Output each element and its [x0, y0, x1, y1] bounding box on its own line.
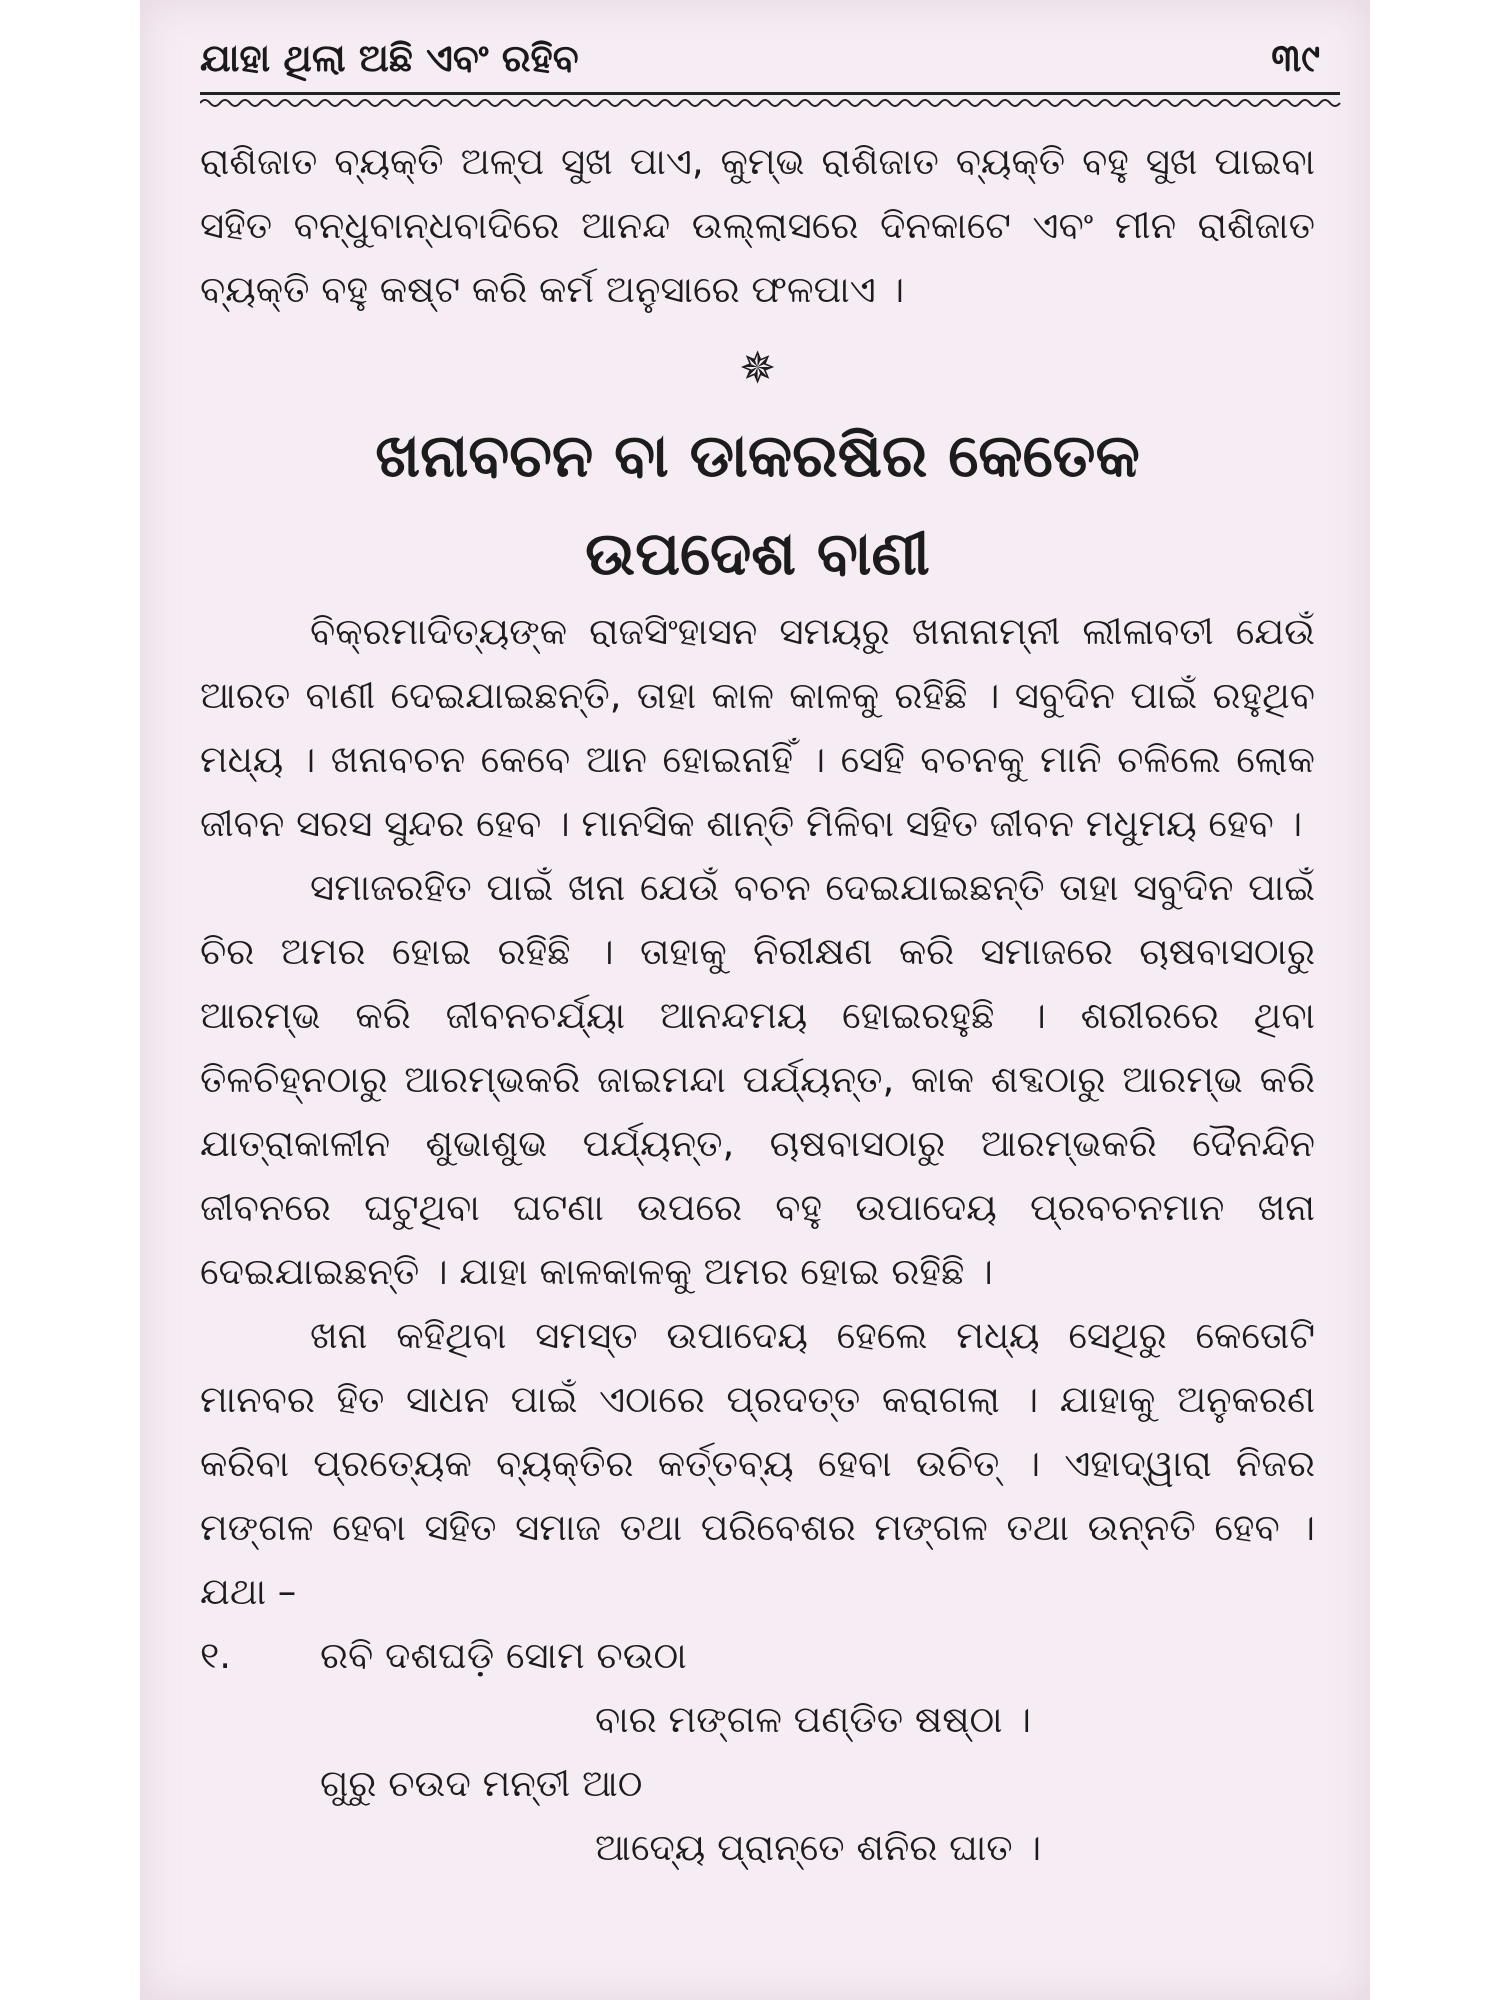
- verse-number: ୧.: [200, 1634, 232, 1677]
- intro-paragraph: ରାଶିଜାତ ବ୍ୟକ୍ତି ଅଳ୍ପ ସୁଖ ପାଏ, କୁମ୍ଭ ରାଶିଜାତ ବ୍ୟକ୍ତି ବହୁ ସୁଖ ପାଇବା ସହିତ ବନ୍ଧୁବାନ୍ଧବାଦିରେ ଆନନ୍ଦ ଉଲ୍ଲାସରେ ଦିନକାଟେ ଏବଂ ମୀନ ରାଶିଜାତ ବ୍ୟକ୍ତି ବହୁ କଷ୍ଟ କରି କର୍ମ ଅନୁସାରେ ଫଳପାଏ ।: [200, 140, 1315, 311]
- section-heading-line-1: ଖନାବଚନ ବା ଡାକରଷିର କେତେକ: [375, 421, 1140, 491]
- star-ornament-icon: ✵: [739, 343, 776, 394]
- wavy-rule-ornament: [200, 97, 1345, 109]
- verse-line-2: [200, 1688, 1315, 1752]
- running-title: ଯାହା ଥିଲା ଅଛି ଏବଂ ରହିବ: [200, 36, 579, 80]
- verse-text: ରବି ଦଶଘଡ଼ି ସୋମ ଚଉଠା: [320, 1634, 687, 1677]
- page-number: ୩୯: [1271, 36, 1320, 80]
- page-header: [200, 28, 1340, 88]
- body-paragraph-2: ସମାଜରହିତ ପାଇଁ ଖନା ଯେଉଁ ବଚନ ଦେଇଯାଇଛନ୍ତି ତାହା ସବୁଦିନ ପାଇଁ ଚିର ଅମର ହୋଇ ରହିଛି । ତାହାକୁ ନିରୀକ୍ଷଣ କରି ସମାଜରେ ଚାଷବାସଠାରୁ ଆରମ୍ଭ କରି ଜୀବନଚର୍ଯ୍ୟା ଆନନ୍ଦମୟ ହୋଇରହୁଛି । ଶରୀରରେ ଥିବା ତିଳଚିହ୍ନଠାରୁ ଆରମ୍ଭକରି ଜାଇମନ୍ଦା ପର୍ଯ୍ୟନ୍ତ, କାକ ଶବ୍ଦଠାରୁ ଆରମ୍ଭ କରି ଯାତ୍ରାକାଳୀନ ଶୁଭାଶୁଭ ପର୍ଯ୍ୟନ୍ତ, ଚାଷବାସଠାରୁ ଆରମ୍ଭକରି ଦୈନନ୍ଦିନ ଜୀବନରେ ଘଟୁଥିବା ଘଟଣା ଉପରେ ବହୁ ଉପାଦେୟ ପ୍ରବଚନମାନ ଖନା ଦେଇଯାଇଛନ୍ତି । ଯାହା କାଳକାଳକୁ ଅମର ହୋଇ ରହିଛି ।: [200, 866, 1315, 1293]
- verse-line-4: [200, 1816, 1315, 1880]
- section-heading-line-2: ଉପଦେଶ ବାଣୀ: [585, 519, 930, 589]
- verse-line-1: [200, 1624, 1315, 1688]
- book-page: [140, 0, 1370, 2000]
- header-divider: [200, 92, 1340, 109]
- verse-line-3: [200, 1752, 1315, 1816]
- verse-text: ଗୁରୁ ଚଉଦ ମନ୍ତୀ ଆଠ: [320, 1762, 643, 1805]
- body-paragraph-3: ଖନା କହିଥିବା ସମସ୍ତ ଉପାଦେୟ ହେଲେ ମଧ୍ୟ ସେଥିରୁ କେତୋଟି ମାନବର ହିତ ସାଧନ ପାଇଁ ଏଠାରେ ପ୍ରଦତ୍ତ କରାଗଲା । ଯାହାକୁ ଅନୁକରଣ କରିବା ପ୍ରତ୍ୟେକ ବ୍ୟକ୍ତିର କର୍ତ୍ତବ୍ୟ ହେବା ଉଚିତ୍ । ଏହାଦ୍ୱାରା ନିଜର ମଙ୍ଗଳ ହେବା ସହିତ ସମାଜ ତଥା ପରିବେଶର ମଙ୍ଗଳ ତଥା ଉନ୍ନତି ହେବ । ଯଥା –: [200, 1314, 1315, 1613]
- verse-text: ବାର ମଙ୍ଗଳ ପଣ୍ଡିତ ଷଷ୍ଠା ।: [595, 1698, 1032, 1741]
- page-body: [200, 130, 1315, 1880]
- verse-text: ଆଦ୍ୟେ ପ୍ରାନ୍ତେ ଶନିର ଘାତ ।: [595, 1826, 1042, 1869]
- body-paragraph-1: ବିକ୍ରମାଦିତ୍ୟଙ୍କ ରାଜସିଂହାସନ ସମୟରୁ ଖନାନାମ୍ନୀ ଲୀଳାବତୀ ଯେଉଁ ଆରତ ବାଣୀ ଦେଇଯାଇଛନ୍ତି, ତାହା କାଳ କାଳକୁ ରହିଛି । ସବୁଦିନ ପାଇଁ ରହୁଥିବ ମଧ୍ୟ । ଖନାବଚନ କେବେ ଆନ ହୋଇନାହିଁ । ସେହି ବଚନକୁ ମାନି ଚଳିଲେ ଲୋକ ଜୀବନ ସରସ ସୁନ୍ଦର ହେବ । ମାନସିକ ଶାନ୍ତି ମିଳିବା ସହିତ ଜୀବନ ମଧୁମୟ ହେବ ।: [200, 610, 1315, 845]
